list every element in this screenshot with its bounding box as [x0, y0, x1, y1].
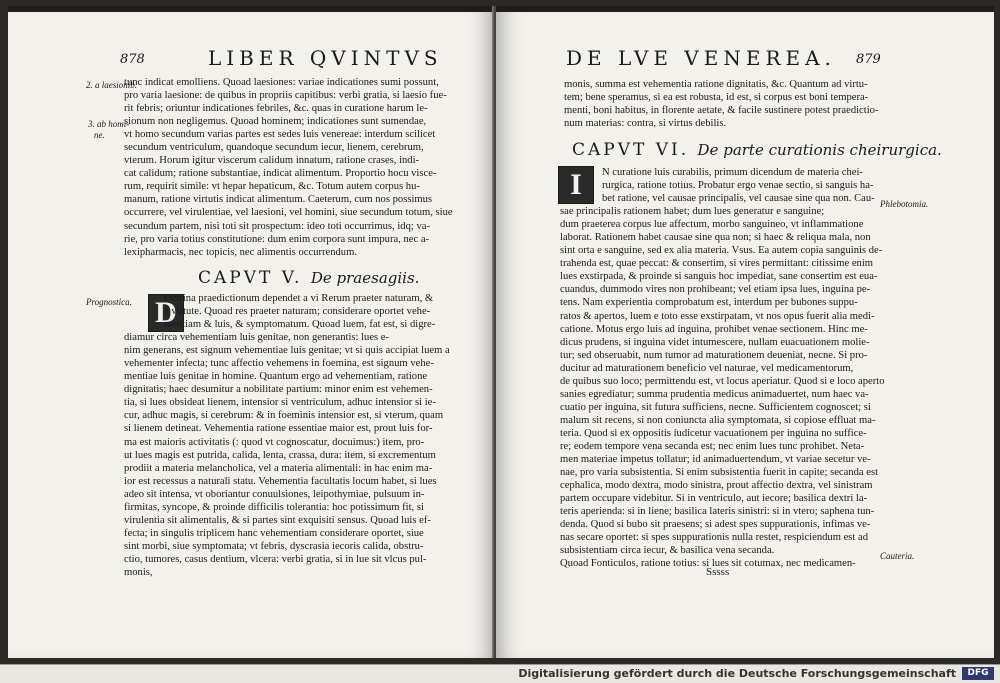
text-line: malum sit recens, si non coniuncta alia symptomata, si copiose effluat ma-	[560, 414, 876, 426]
text-line: dum praeterea corpus lue affectum, morbo sanguineo, vt inflammatione	[560, 219, 864, 231]
footer-bar	[0, 664, 1000, 683]
text-line: sint morbi, siue symptomata; vt febris, dyscrasia iecoris calida, obstru-	[124, 540, 424, 552]
text-line: cephalica, modo dextra, modo sinistra, prout affectio dextra, vel sinistram	[560, 480, 873, 492]
text-line: prodiit a materia melancholica, vel a materia alimentali: in hac enim ma-	[124, 462, 433, 474]
text-line: sint orta e sanguine, sed ex alia materia. Vsus. Ea autem copia sanguinis de-	[560, 245, 883, 257]
text-line: partem occupare videbitur. Si in ventriculo, aut iecore; basilica dextri la-	[560, 493, 868, 505]
text-line: tia, si lues obsideat lienem, intensior si ventriculum, adhuc intensior si ie-	[124, 397, 436, 409]
text-line: vehementer infecta; tunc affectio vehemens in foemina, est signum vehe-	[124, 358, 434, 370]
text-line: secundum partem, nisi toti sit prospectum: ideo toti occurrimus, idq; va-	[124, 220, 430, 232]
text-line: cuandus, dummodo vires non prohibeant; vel etiam ipsa lues, inguina pe-	[560, 284, 871, 296]
margin-note: Phlebotomia.	[880, 199, 929, 209]
text-line: secundum ventriculum, quandoque secundum iecur, lienem, cerebrum,	[124, 142, 424, 154]
text-line: teris aperienda: si in liene; basilica lateris sinistri: si in vtero; saphena tun-	[560, 506, 875, 518]
text-line: lexipharmacis, nec topicis, nec alimentis occurrendum.	[124, 246, 357, 258]
text-line: occurrere, vel virulentiae, vel laesioni, vel homini, siue secundum totum, siue	[124, 207, 453, 219]
text-line: monis,	[124, 566, 153, 578]
left-page	[8, 6, 494, 658]
text-line: cat calidum; ratione substantiae, indicat alimentum. Proportio hocu visce-	[124, 168, 437, 180]
text-line: vterum. Horum igitur viscerum calidum innatum, ratione crases, indi-	[124, 155, 420, 167]
text-line: ctio, tumores, casus dentium, vlcera: verbi gratia, si in lue sit vlcus pul-	[124, 553, 427, 565]
text-line: adeo sit intensa, vt oboriantur conuulsiones, leipothymiae, pulsuum in-	[124, 488, 425, 500]
text-block-top	[124, 76, 453, 259]
text-block-chapter	[124, 292, 450, 579]
text-line: cur, adhuc magis, si cerebrum: & in foeminis intensior est, si vterum, quam	[124, 410, 444, 422]
text-line: si lienem detineat. Vehementia ratione essentiae maior est, prout luis for-	[124, 423, 433, 435]
text-line: rit febris; oriuntur indicationes febriles, &c. quas in curatione harum le-	[124, 103, 428, 115]
text-line: mentiae luis genitae in homine. Quantum ergo ad vehementiam, ratione	[124, 371, 428, 383]
text-line: tens. Nam experientia comprobatum est, interdum per bubones suppu-	[560, 297, 858, 309]
text-line: ma est maioris activitatis (: quod vt cognoscatur, docuimus:) item, pro-	[124, 436, 425, 448]
drop-cap-initial: D	[148, 294, 184, 332]
text-line: dignitatis; haec desumitur a nobilitate partium: minor enim est vehemen-	[124, 384, 433, 396]
margin-note: Cauteria.	[880, 551, 915, 561]
running-head-right: DE LVE VENEREA.	[566, 46, 836, 70]
text-line: firmitas, syncope, & proinde difficilis tolerantia: hoc potissimum fit, si	[124, 501, 424, 513]
signature-mark: Sssss	[706, 566, 730, 578]
drop-cap-initial: I	[558, 166, 594, 204]
text-line: de quibus suo loco; permittendu est, vt locus aperiatur. Quod si e loco aperto	[560, 375, 885, 387]
text-block-top	[564, 78, 878, 130]
text-line: rie, pro varia totius constitutione: dum enim corpora sunt impura, nec a-	[124, 233, 430, 245]
text-line: trahenda est, quae peccat: & consertim, si vires permittant: citissime enim	[560, 258, 874, 270]
text-line: Octrina praedictionum dependet a vi Rerum praeter naturam, &	[164, 293, 434, 304]
chapter-subtitle: De praesagiis.	[310, 269, 420, 287]
text-line: re; eodem tempore vena secanda est; nec enim lues tunc prohibet. Neta-	[560, 440, 865, 452]
text-line: pro varia laesione: de quibus in propriis capitibus: verbi gratia, si laesio fue-	[124, 90, 447, 102]
text-line: ior est recessus a naturali statu. Vehementia facultatis locum habet, si lues	[124, 475, 437, 487]
text-line: laborat. Rationem habet causae sine qua non; si haec & reliqua mala, non	[560, 232, 871, 244]
running-head-left: LIBER QVINTVS	[208, 46, 443, 70]
chapter-subtitle: De parte curationis cheirurgica.	[697, 141, 942, 159]
margin-note: Prognostica.	[86, 297, 132, 307]
text-line: ut lues magis est putrida, calida, lenta, crassa, dura: item, si excrementum	[124, 449, 436, 461]
text-line: rurgica, ratione totius. Probatur ergo venae sectio, si sanguis ha-	[602, 180, 874, 192]
text-line: nas secare oportet: si spes suppurationis nulla restet, respiciendum est ad	[560, 532, 869, 544]
text-line: mentiam & luis, & symptomatum. Quoad luem, fat est, si digre-	[164, 319, 436, 331]
text-line: denda. Quod si bubo sit praesens; si adest spes suppurationis, infimas ve-	[560, 519, 871, 531]
text-line: ratos & apertos, luem e toto esse exstirpatam, vt nos opus fuerit alia medi-	[560, 310, 875, 322]
text-line: lues exstirpada, & proinde si sanguis hoc impediat, sane consertim est eua-	[560, 271, 878, 283]
margin-note: 3. ab homi-	[88, 119, 130, 129]
text-line: nim generans, est signum vehementiae luis genitae; vt si quis accipiat luem a	[124, 345, 450, 357]
text-line: ducitur ad maturationem beneficio vel naturae, vel medicamentorum,	[560, 362, 854, 374]
text-line: sanies egrediatur; summa prudentia medicus animaduertet, num haec va-	[560, 388, 869, 400]
text-line: dicus prudens, si inguina videt intumescere, nullam euacuationem molie-	[560, 336, 870, 348]
text-line: menti, boni habitus, in florente aetate, & facile sustinere potest praedictio-	[564, 105, 879, 117]
page-edge-top	[496, 6, 994, 12]
dfg-logo: DFG	[962, 667, 994, 680]
text-line: nae, pro varia subsistentia. Si enim subsistentia fuerit in capite; secanda est	[560, 467, 879, 479]
text-line: virulentia sit alimentalis, & si partes sint exquisiti sensus. Quoad luis ef-	[124, 514, 431, 526]
margin-note: 2. a laesionib.	[86, 80, 137, 90]
text-line: fecta; in singulis triplicem hanc vehementiam considerare oportet, siue	[124, 527, 424, 539]
text-line: diamur circa vehementiam luis genitae, non generantis: lues e-	[124, 332, 390, 344]
page-edge-top	[8, 6, 494, 12]
text-line: sae principalis rationem habet; dum lues generatur e sanguine;	[560, 206, 825, 218]
text-line: bet ratione, vel causae principalis, vel causae sine qua non. Cau-	[602, 193, 875, 205]
text-line: Quoad Fonticulos, ratione totius: si lues sit cotumax, nec medicamen-	[560, 558, 856, 570]
text-line: num materias: contra, si virtus debilis.	[564, 118, 727, 130]
chapter-number: CAPVT VI.	[572, 140, 690, 160]
text-line: sionum non negligemus. Quoad hominem; indicationes sunt sumendae,	[124, 116, 427, 128]
funding-credit: Digitalisierung gefördert durch die Deutsche Forschungsgemeinschaft	[518, 667, 956, 680]
text-line: catione. Motus ergo luis ad inguina, prohibet venae sectionem. Hinc me-	[560, 323, 868, 335]
text-line: monis, summa est vehementia ratione dignitatis, &c. Quantum ad virtu-	[564, 79, 868, 90]
page-number-left: 878	[120, 52, 145, 67]
text-line: tem; bene speramus, si ea est robusta, id est, si corpus est boni tempera-	[564, 92, 869, 104]
right-page	[496, 6, 994, 658]
text-line: a virtute. Quoad res praeter naturam; considerare oportet vehe-	[164, 306, 431, 318]
margin-note: ne.	[94, 130, 105, 140]
chapter-number: CAPVT V.	[198, 268, 303, 288]
text-block-chapter	[560, 166, 885, 570]
text-line: manum, ratione virtutis indicat alimentum. Caeterum, cum nos possimus	[124, 194, 433, 206]
chapter-heading	[198, 268, 419, 288]
text-line: men materiae impetus tollatur; id animaduertendum, vt variae secetur ve-	[560, 454, 871, 466]
text-line: subsistentiam circa iecur, & basilica vena secanda.	[560, 545, 775, 557]
text-line: tunc indicat emolliens. Quoad laesiones: variae indicationes sumi possunt,	[124, 77, 439, 88]
text-line: cuatio per inguina, sit futura sufficiens, necne. Sufficientem cognoscet; si	[560, 401, 871, 413]
text-line: rum, requirit simile: vt hepar hepaticum, &c. Totum autem corpus hu-	[124, 181, 420, 193]
text-line: vt homo secundum varias partes est sedes luis venereae: interdum scilicet	[124, 129, 436, 141]
text-line: tur; sed obseruabit, num tumor ad maturationem deueniat, necne. Si pro-	[560, 349, 868, 361]
page-number-right: 879	[856, 52, 881, 67]
text-line: teria. Quod si ex oppositis iudicetur vacuationem per inguina no suffice-	[560, 427, 867, 439]
chapter-heading	[572, 140, 942, 160]
text-line: N curatione luis curabilis, primum dicendum de materia chei-	[602, 167, 863, 178]
